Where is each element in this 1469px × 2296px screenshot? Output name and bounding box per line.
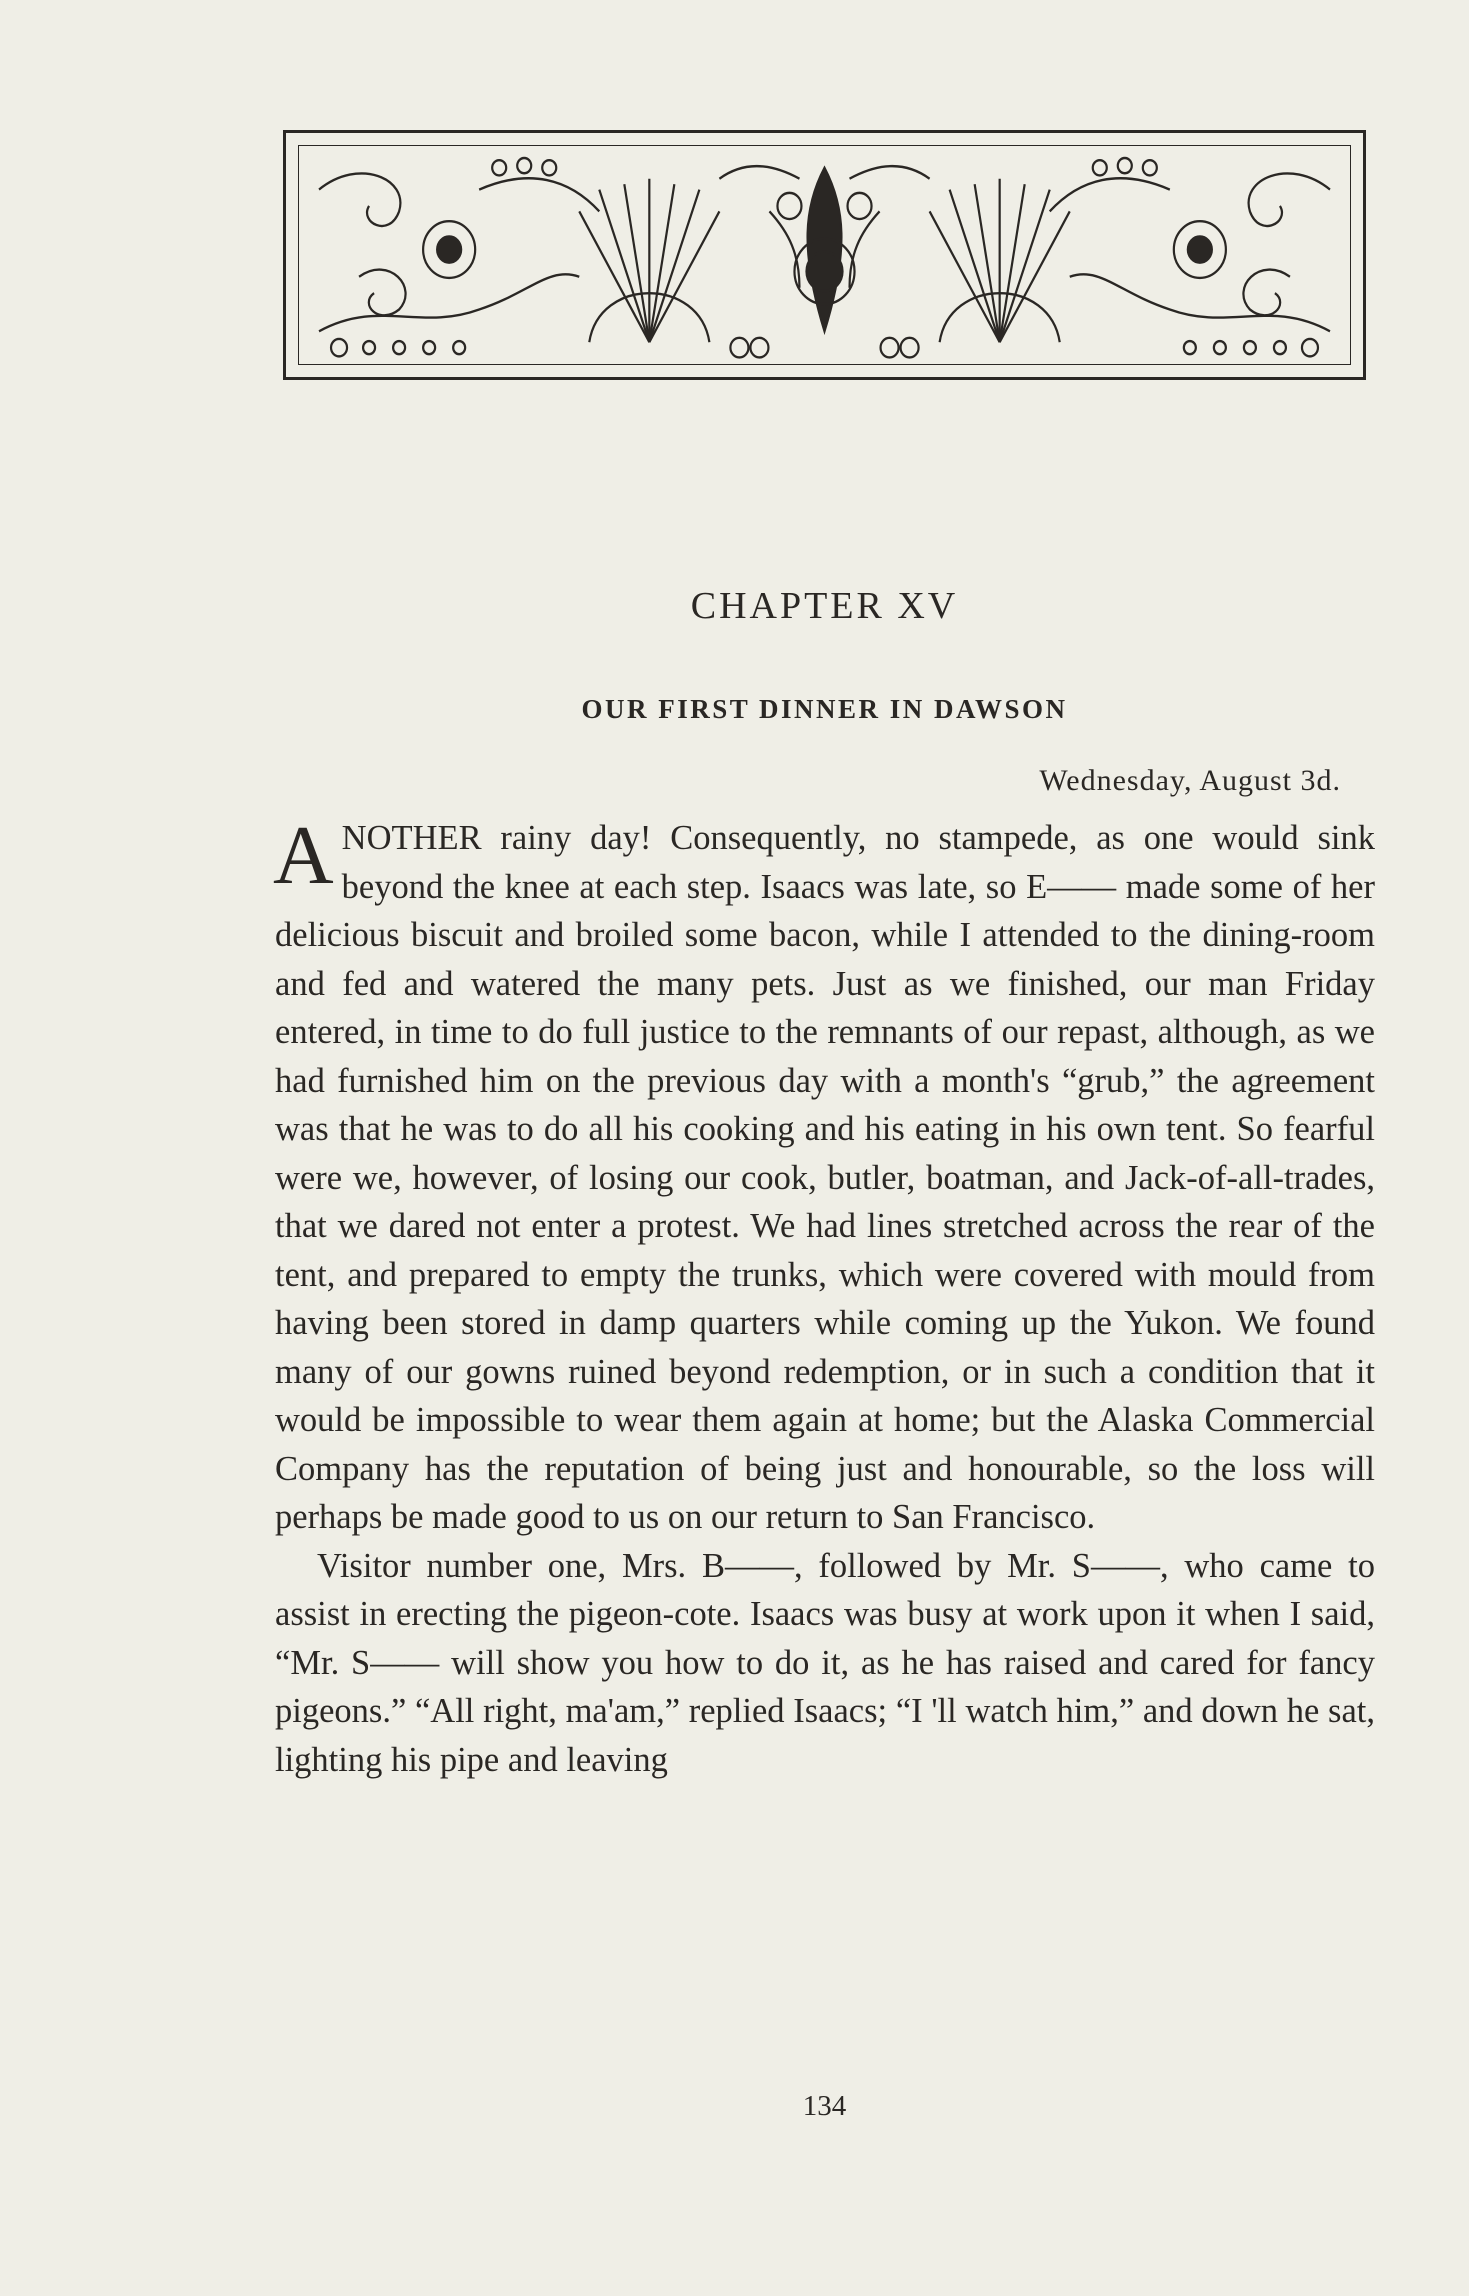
chapter-title: CHAPTER XV — [690, 585, 959, 627]
paragraph-1 — [273, 809, 1375, 1542]
entry-date: Wednesday, August 3d. — [1039, 764, 1341, 797]
page-number: 134 — [802, 2090, 847, 2122]
drop-cap: A — [273, 809, 334, 902]
floral-ornament-icon — [299, 146, 1350, 364]
headpiece-frame — [298, 145, 1351, 365]
paragraph-1-text: NOTHER rainy day! Consequently, no stampede, as one would sink beyond the knee at each step. Isaacs was late, so E—— made some of her delicious biscuit and broiled some bacon, while I attended to the dining-room and fed and watered the many pets. Just as we finished, our man Friday entered, in time to do full justice to the remnants of our repast, although, as we had furnished him on the previous day with a month's “grub,” the agreement was that he was to do all his cooking and his eating in his own tent. So fearful were we, however, of losing our cook, butler, boatman, and Jack-of-all-trades, that we dared not enter a protest. We had lines stretched across the rear of the tent, and prepared to empty the trunks, which were covered with mould from having been stored in damp quarters while coming up the Yukon. We found many of our gowns ruined beyond redemption, or in such a condition that it would be impossible to wear them again at home; but the Alaska Commercial Company has the reputation of being just and honourable, so the loss will perhaps be made good to us on our return to San Francisco. — [275, 819, 1375, 1536]
chapter-subtitle: OUR FIRST DINNER IN DAWSON — [581, 694, 1068, 724]
body-text — [273, 809, 1375, 1784]
paragraph-2: Visitor number one, Mrs. B——, followed by Mr. S——, who came to assist in erecting the pigeon-cote. Isaacs was busy at work upon it when I said, “Mr. S—— will show you how to do it, as he has raised and cared for fancy pigeons.” “All right, ma'am,” replied Isaacs; “I 'll watch him,” and down he sat, lighting his pipe and leaving — [275, 1546, 1375, 1779]
ornamental-headpiece — [283, 130, 1366, 380]
